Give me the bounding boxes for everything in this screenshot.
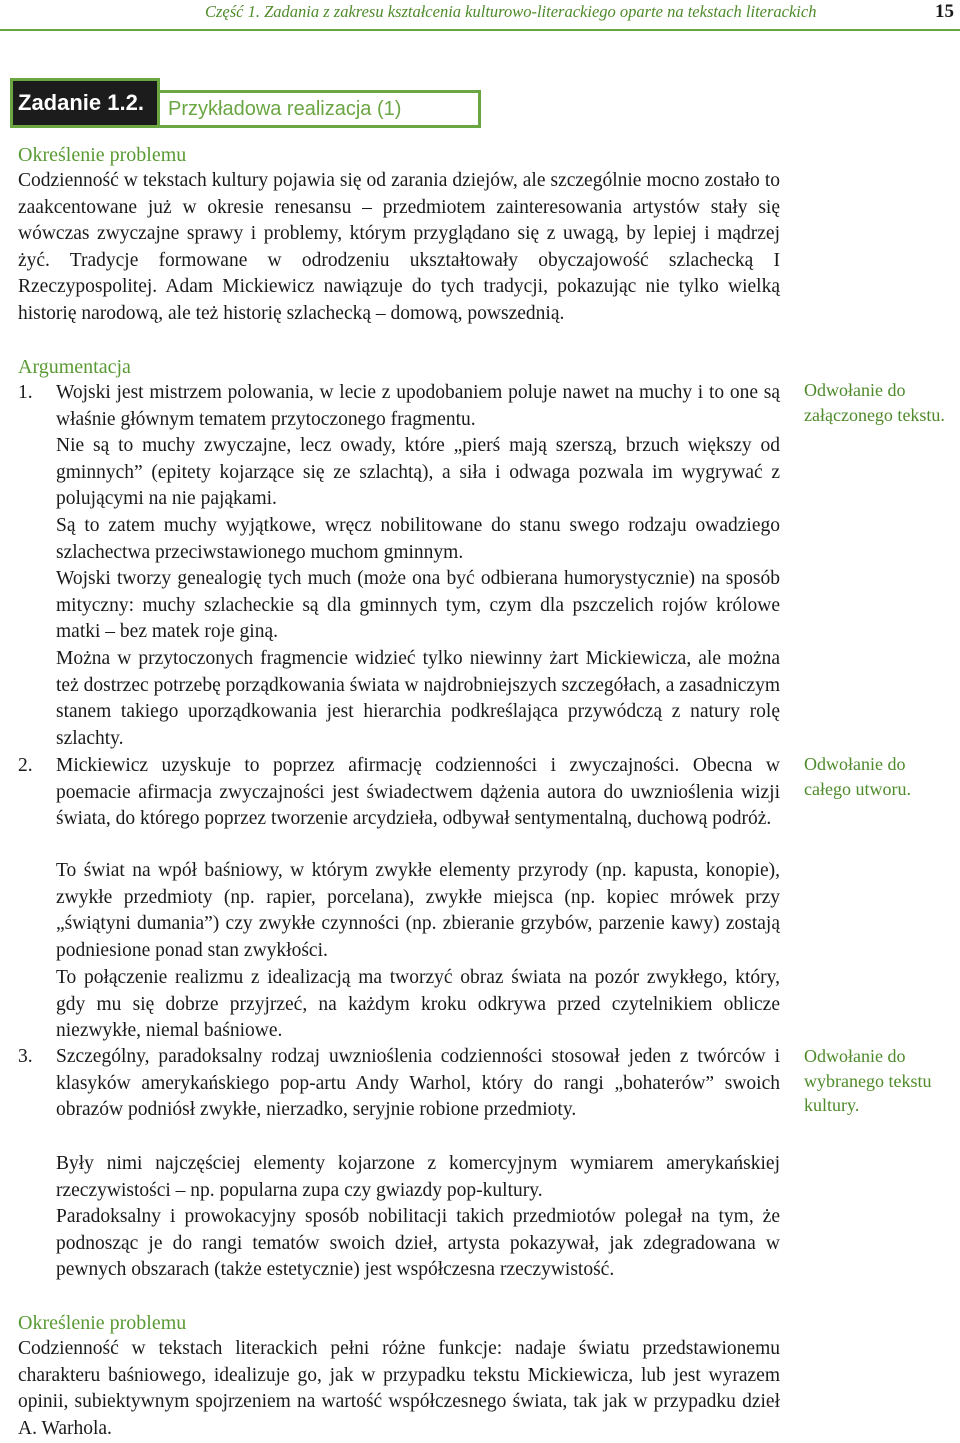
margin-note-3: Odwołanie do wybranego tekstu kultury.: [804, 1046, 932, 1115]
argument-1-paragraph-1: Wojski jest mistrzem polowania, w lecie z upodobaniem poluje nawet na muchy i to one są właśnie głównym tematem przytoczonego fragmentu.: [56, 382, 780, 430]
page-header: [0, 0, 960, 30]
page-number: 15: [935, 1, 954, 22]
argument-1-paragraph-4: Wojski tworzy genealogię tych much (może ona być odbierana humorystycznie) na sposób mityczny: muchy szlacheckie są dla gminnych tym, czym dla pszczelich rojów królowe matki – bez matek roje giną.: [56, 568, 780, 642]
task-label-badge: Zadanie 1.2.: [10, 78, 160, 128]
argument-2-paragraph-2: To świat na wpół baśniowy, w którym zwykłe elementy przyrody (np. kapusta, konopie), zwykłe przedmioty (np. rapier, porcelana), zwykłe miejsca (np. kopiec mrówek przy „świątyni dumania”) czy zwykłe czynności (np. zbieranie grzybów, parzenie kawy) zostają podniesione ponad stan zwykłości.: [56, 860, 780, 961]
problem-paragraph: Codzienność w tekstach kultury pojawia się od zarania dziejów, ale szczególnie mocno zostało to zaakcentowane już w okresie renesansu – przedmiotem zainteresowania artystów stały się wówczas zwyczajne sprawy i problemy, którym przyglądano się z uwagą, by lepiej i mądrzej żyć. Tradycje formowane w odrodzeniu ukształtowały obyczajowość szlachecką I Rzeczypospolitej. Adam Mickiewicz nawiązuje do tych tradycji, pokazując nie tylko wielką historię narodową, ale też historię szlachecką – domową, powszednią.: [18, 170, 780, 324]
argument-3-paragraph-1: Szczególny, paradoksalny rodzaj uwznioślenia codzienności stosował jeden z twórców i klasyków amerykańskiego pop-artu Andy Warhol, który do rangi „bohaterów” swoich obrazów podniósł zwykłe, nierzadko, seryjnie robione przedmioty.: [56, 1046, 780, 1120]
task-title-box: Przykładowa realizacja (1): [158, 90, 481, 128]
margin-note-2: Odwołanie do całego utworu.: [804, 754, 911, 799]
running-header: Część 1. Zadania z zakresu kształcenia kulturowo-literackiego oparte na tekstach literackich: [205, 2, 817, 21]
header-divider: [0, 29, 960, 31]
section-heading-argumentation: Argumentacja: [18, 356, 131, 378]
argument-3-paragraph-2: Były nimi najczęściej elementy kojarzone z komercyjnym wymiarem amerykańskiej rzeczywistości – np. popularna zupa czy gwiazdy pop-kultury.: [56, 1153, 780, 1201]
argument-2-paragraph-1: Mickiewicz uzyskuje to poprzez afirmację codzienności i zwyczajności. Obecna w poemacie afirmacja zwyczajności jest świadectwem dążenia autora do uwznioślenia wizji świata, do którego poprzez tworzenie arcydzieła, odbywał sentymentalną, duchową podróż.: [56, 755, 780, 829]
conclusion-paragraph: Codzienność w tekstach literackich pełni różne funkcje: nadaje światu przedstawionemu charakteru baśniowego, idealizuje go, jak w przypadku tekstu Mickiewicza, lub jest wyrazem opinii, subiektywnym spojrzeniem na wartość współczesnego świata, tak jak w przypadku dzieł A. Warhola.: [18, 1338, 780, 1439]
argument-1-paragraph-2: Nie są to muchy zwyczajne, lecz owady, które „pierś mają szerszą, brzuch większy od gminnych” (epitety kojarzące się ze szlachtą), a siła i odwaga pozwala im wygrywać z polującymi na nie pająkami.: [56, 435, 780, 509]
argument-1-paragraph-3: Są to zatem muchy wyjątkowe, wręcz nobilitowane do stanu swego rodzaju owadziego szlachectwa przeciwstawionego muchom gminnym.: [56, 515, 780, 563]
section-heading-problem-conclusion: Określenie problemu: [18, 1312, 187, 1334]
section-heading-problem: Określenie problemu: [18, 144, 187, 166]
margin-note-1: Odwołanie do załączonego tekstu.: [804, 380, 945, 425]
argument-number-3: 3.: [18, 1046, 33, 1067]
argument-number-2: 2.: [18, 755, 33, 776]
argument-number-1: 1.: [18, 382, 33, 403]
argument-2-paragraph-3: To połączenie realizmu z idealizacją ma tworzyć obraz świata na pozór zwykłego, który, gdy mu się dobrze przyjrzeć, na każdym kroku odkrywa przed czytelnikiem oblicze niezwykłe, niemal baśniowe.: [56, 967, 780, 1041]
argument-1-paragraph-5: Można w przytoczonych fragmencie widzieć tylko niewinny żart Mickiewicza, ale można też dostrzec potrzebę porządkowania świata w najdrobniejszych szczegółach, a zasadniczym stanem takiego uporządkowania jest hierarchia podkreślająca przywódczą z natury rolę szlachty.: [56, 648, 780, 749]
argument-3-paragraph-3: Paradoksalny i prowokacyjny sposób nobilitacji takich przedmiotów polegał na tym, że podnosząc je do rangi tematów swoich dzieł, artysta pokazywał, jak zdegradowana w pewnych obszarach (także estetycznie) jest współczesna rzeczywistość.: [56, 1206, 780, 1280]
